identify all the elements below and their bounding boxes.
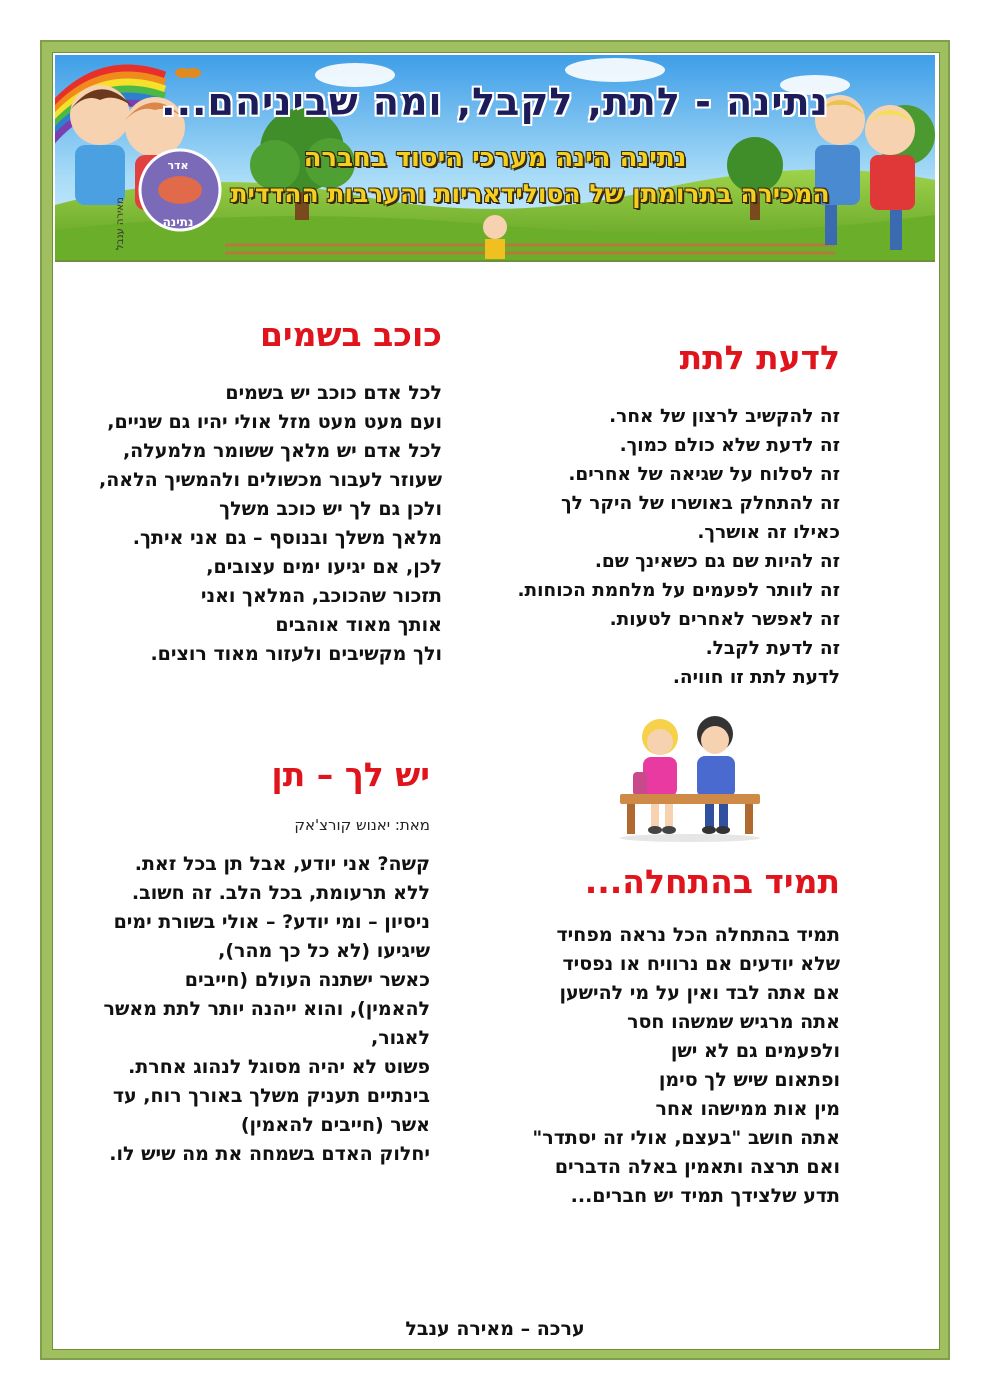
section-body — [80, 379, 442, 669]
poem-line: לדעת לתת זו חוויה. — [672, 667, 840, 688]
section-title: תמיד בהתחלה... — [584, 862, 840, 901]
poem-line: קשה? אני יודע, אבל תן בכל זאת. — [134, 853, 430, 875]
poem-line: ולפעמים גם לא ישן — [670, 1040, 840, 1062]
poem-line: אתה מרגיש שמשהו חסר — [627, 1011, 840, 1033]
poem-line: בינתיים תעניק משלך באורך רוח, עד אשר (חייבים להאמין) — [112, 1085, 430, 1136]
poem-line: שעוזר לעבור מכשולים ולהמשיך הלאה, — [99, 469, 442, 491]
poem-line: כאשר ישתנה העולם (חייבים להאמין), והוא ייהנה יותר לתת מאשר לאגור, — [103, 969, 430, 1049]
section-star-in-sky — [80, 315, 442, 669]
poem-line: פשוט לא יהיה מסוגל לנהוג אחרת. — [128, 1056, 430, 1078]
section-body — [470, 921, 840, 1211]
poem-line: זה לאפשר לאחרים לטעות. — [609, 609, 840, 630]
poem-line: תדע שלצידך תמיד יש חברים... — [570, 1185, 840, 1207]
poem-line: תזכור שהכוכב, המלאך ואני — [200, 585, 442, 607]
poem-line: לכל אדם יש מלאך ששומר מלמעלה, — [122, 440, 442, 462]
poem-line: ולך מקשיבים ולעזור מאוד רוצים. — [150, 643, 442, 665]
banner-title: נתינה - לתת, לקבל, ומה שביניהם... — [161, 80, 829, 124]
section-body — [460, 402, 840, 692]
section-title: כוכב בשמים — [259, 315, 442, 354]
poem-line: יחלוק האדם בשמחה את מה שיש לו. — [109, 1143, 430, 1165]
poem-line: ואם תרצה ותאמין באלה הדברים — [554, 1156, 840, 1178]
section-title: לדעת לתת — [679, 338, 840, 377]
poem-line: תמיד בהתחלה הכל נראה מפחיד — [556, 924, 840, 946]
poem-line: זה להקשיב לרצון של אחר. — [609, 406, 840, 427]
artist-signature: מאירה ענבל — [115, 197, 126, 250]
poem-line: אותך מאוד אוהבים — [275, 614, 442, 636]
section-title: יש לך – תן — [271, 755, 430, 794]
poem-line: כאילו זה אושרך. — [697, 522, 840, 543]
banner-subtitle-line1: נתינה הינה מערכי היסוד בחברה — [303, 143, 687, 173]
logo-top-text: אדר — [167, 159, 189, 172]
poem-line: זה להיות שם גם כשאינך שם. — [594, 551, 840, 572]
poem-line: זה לסלוח על שגיאה של אחרים. — [568, 464, 840, 485]
banner-subtitle-line2: המכירה בתרומתן של הסולידאריות והערבות ההדדית — [230, 179, 830, 208]
bench-children-icon — [615, 712, 765, 842]
poem-line: זה לוותר לפעמים על מלחמת הכוחות. — [517, 580, 840, 601]
poem-line: מין אות ממישהו אחר — [655, 1098, 840, 1120]
section-knowing-to-give — [460, 338, 840, 692]
poem-line: לכן, אם יגיעו ימים עצובים, — [206, 556, 442, 578]
poem-line: זה להתחלק באושרו של היקר לך — [560, 493, 840, 514]
poem-line: ועם מעט מעט מזל אולי יהיו גם שניים, — [107, 411, 442, 433]
editor-credit: ערכה – מאירה ענבל — [405, 1318, 585, 1340]
section-body — [100, 850, 430, 1169]
poem-line: ולכן גם לך יש כוכב משלך — [219, 498, 442, 520]
poem-line: לכל אדם כוכב יש בשמים — [225, 382, 442, 404]
poem-line: ניסיון – ומי יודע? – אולי בשורת ימים שיגיעו (לא כל כך מהר), — [113, 911, 430, 962]
poem-line: זה לדעת שלא כולם כמוך. — [619, 435, 840, 456]
butterfly-icon — [175, 68, 201, 78]
poem-line: אתה חושב "בעצם, אולי זה יסתדר" — [532, 1127, 840, 1149]
poem-line: שלא יודעים אם נרוויח או נפסיד — [562, 953, 840, 975]
poem-line: מלאך משלך ובנוסף – גם אני איתך. — [132, 527, 442, 549]
logo-label: נתינה — [162, 215, 194, 229]
poem-line: ופתאום שיש לך סימן — [658, 1069, 840, 1091]
poem-line: ללא תרעומת, בכל הלב. זה חשוב. — [131, 882, 430, 904]
poem-line: אם אתה לבד ואין על מי להישען — [559, 982, 840, 1004]
section-always-beginning — [470, 862, 840, 1211]
author-line: מאת: יאנוש קורצ'אק — [294, 816, 430, 834]
section-you-have-give — [100, 755, 430, 1169]
header-banner — [55, 55, 935, 262]
poem-line: זה לדעת לקבל. — [705, 638, 840, 659]
